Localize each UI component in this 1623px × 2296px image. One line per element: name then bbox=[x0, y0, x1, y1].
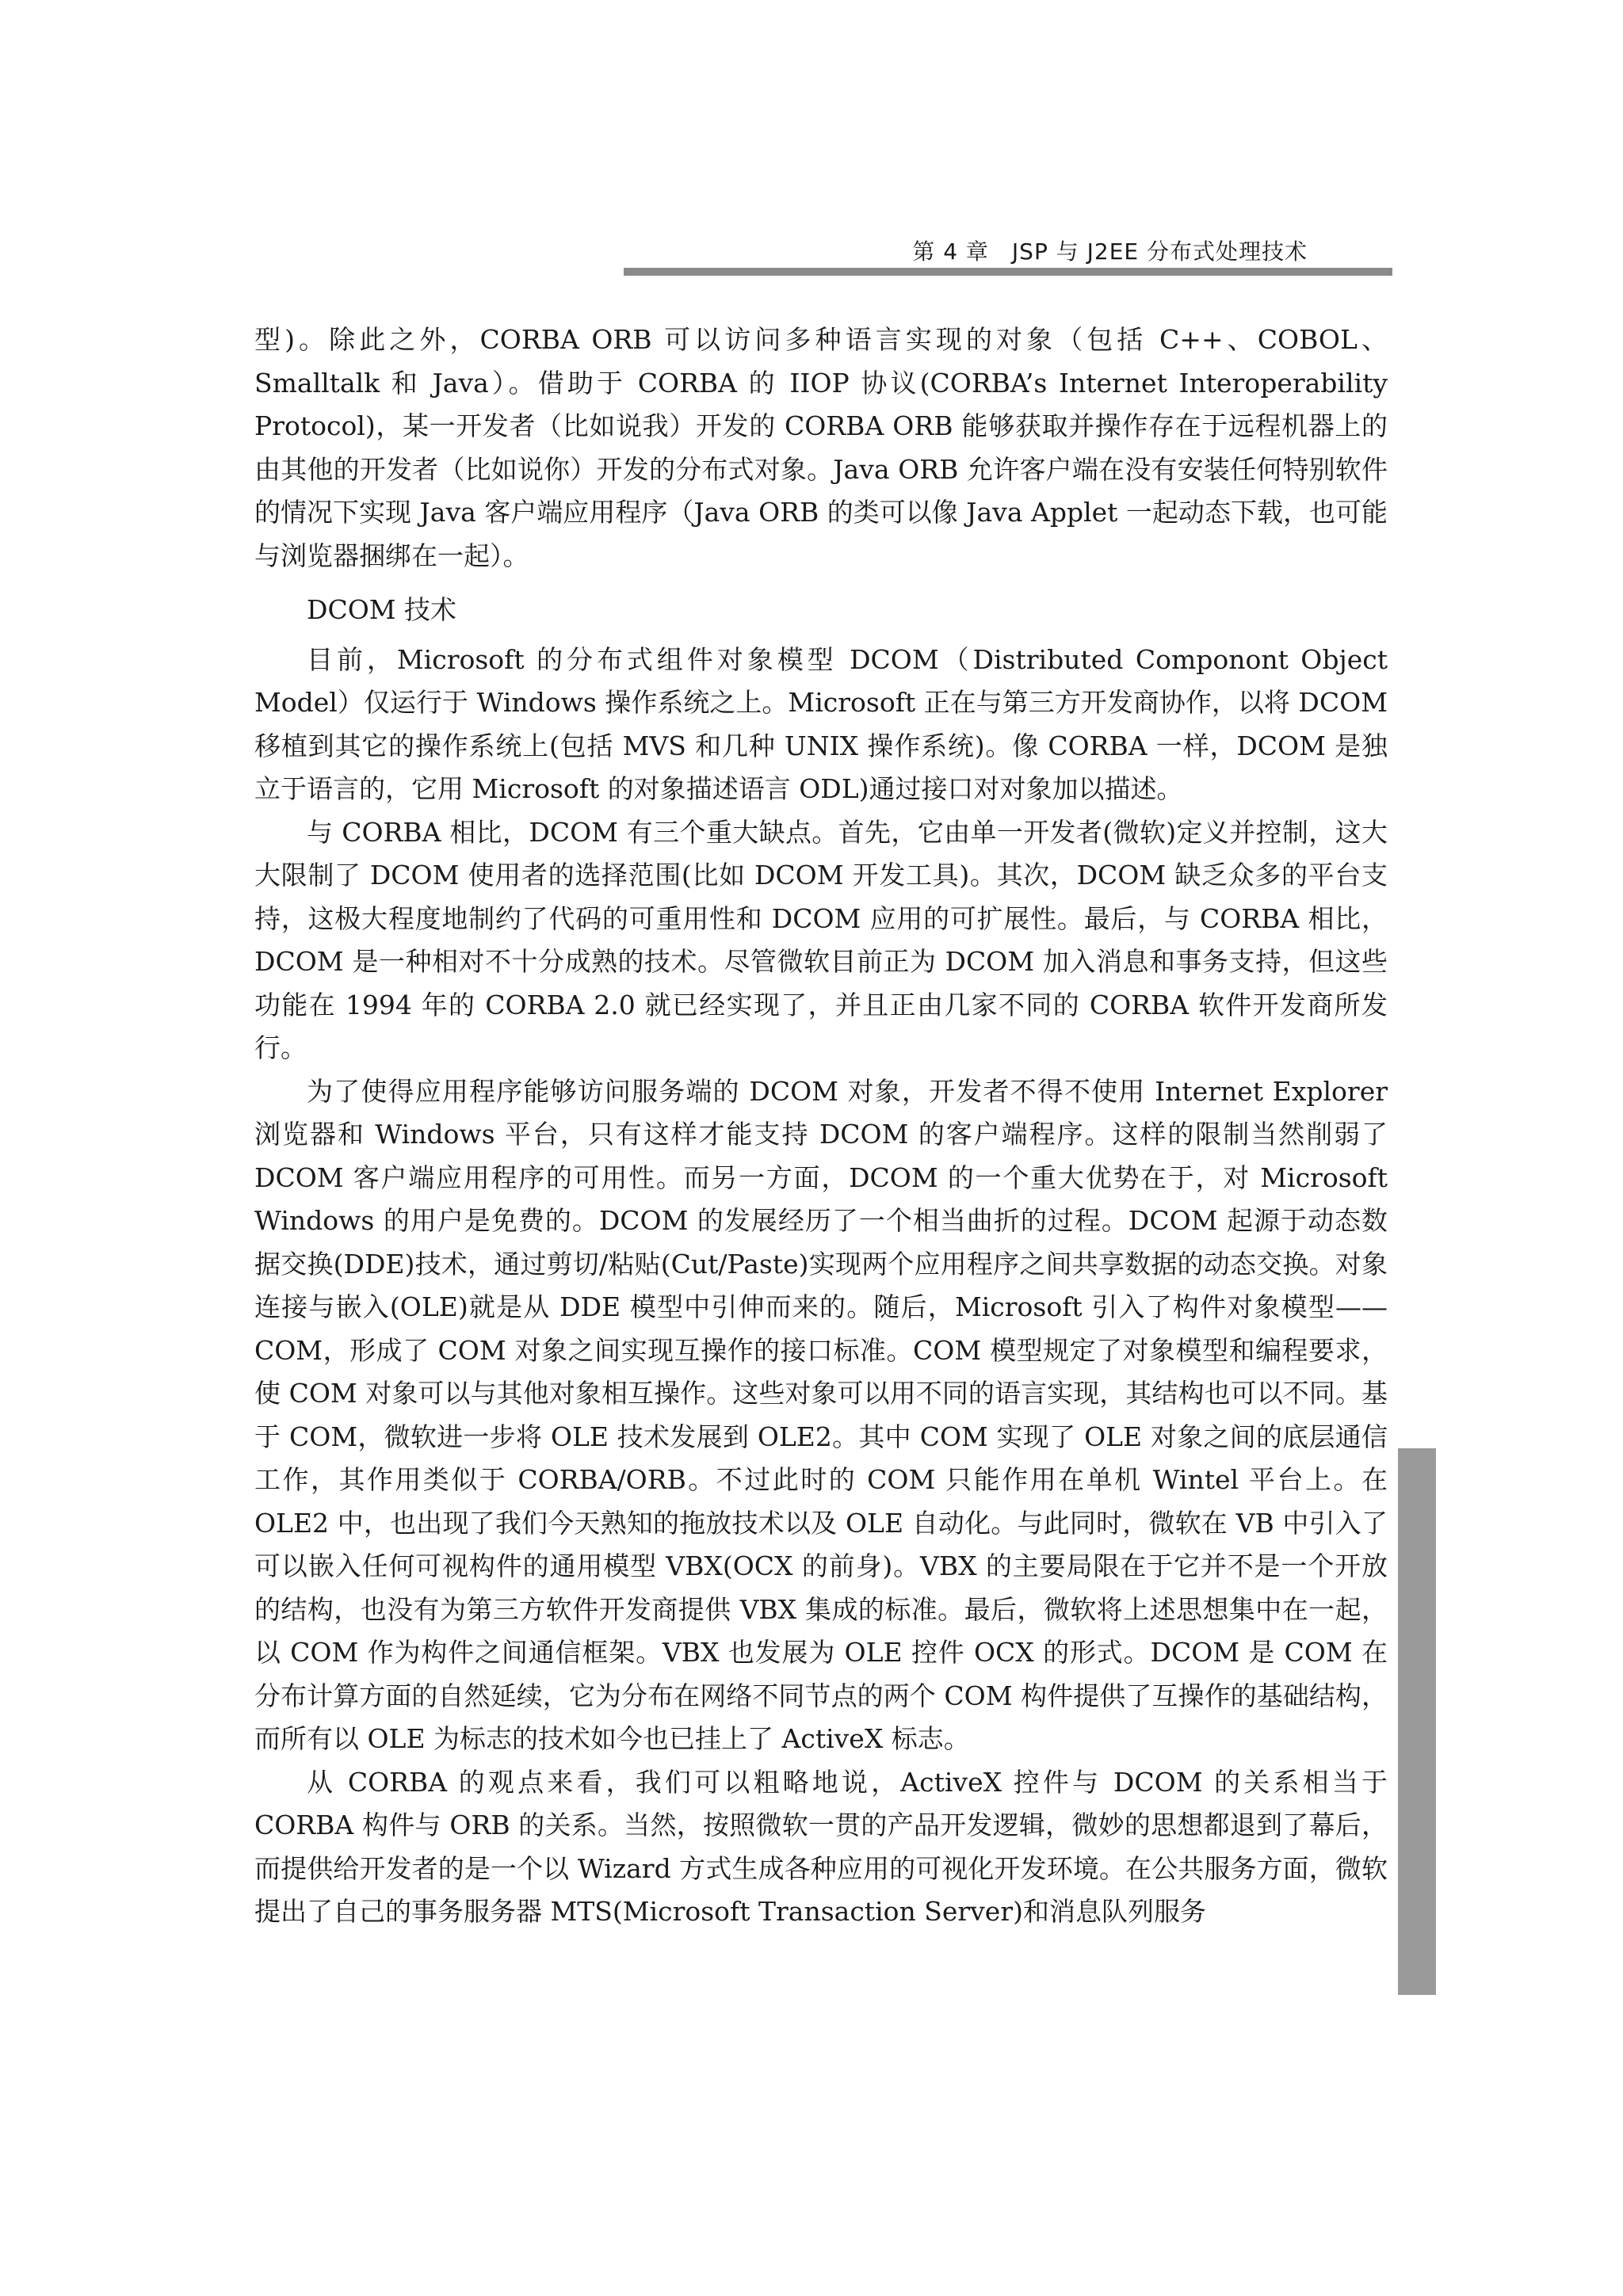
section-heading-dcom: DCOM 技术 bbox=[307, 594, 457, 625]
paragraph-corba-comparison: 从 CORBA 的观点来看，我们可以粗略地说，ActiveX 控件与 DCOM 的关系相当于 CORBA 构件与 ORB 的关系。当然，按照微软一贯的产品开发逻辑，微妙的思想都退到了幕后，而提供给开发者的是一个以 Wizard 方式生成各种应用的可视化开发环境。在公共服务方面，微软提出了自己的事务服务器 MTS(Microsoft Transaction Server)和消息队列服务 bbox=[254, 1766, 1388, 1927]
chapter-side-tab bbox=[1398, 1448, 1436, 1995]
paragraph-dcom-history: 为了使得应用程序能够访问服务端的 DCOM 对象，开发者不得不使用 Internet Explorer 浏览器和 Windows 平台，只有这样才能支持 DCOM 的客户端程序。这样的限制当然削弱了 DCOM 客户端应用程序的可用性。而另一方面，DCOM 的一个重大优势在于，对 Microsoft Windows 的用户是免费的。DCOM 的发展经历了一个相当曲折的过程。DCOM 起源于动态数据交换(DDE)技术，通过剪切/粘贴(Cut/Paste)实现两个应用程序之间共享数据的动态交换。对象连接与嵌入(OLE)就是从 DDE 模型中引伸而来的。随后，Microsoft 引入了构件对象模型——COM，形成了 COM 对象之间实现互操作的接口标准。COM 模型规定了对象模型和编程要求，使 COM 对象可以与其他对象相互操作。这些对象可以用不同的语言实现，其结构也可以不同。基于 COM，微软进一步将 OLE 技术发展到 OLE2。其中 COM 实现了 OLE 对象之间的底层通信工作，其作用类似于 CORBA/ORB。不过此时的 COM 只能作用在单机 Wintel 平台上。在 OLE2 中，也出现了我们今天熟知的拖放技术以及 OLE 自动化。与此同时，微软在 VB 中引入了可以嵌入任何可视构件的通用模型 VBX(OCX 的前身)。VBX 的主要局限在于它并不是一个开放的结构，也没有为第三方软件开发商提供 VBX 集成的标准。最后，微软将上述思想集中在一起，以 COM 作为构件之间通信框架。VBX 也发展为 OLE 控件 OCX 的形式。DCOM 是 COM 在分布计算方面的自然延续，它为分布在网络不同节点的两个 COM 构件提供了互操作的基础结构，而所有以 OLE 为标志的技术如今也已挂上了 ActiveX 标志。 bbox=[254, 1075, 1388, 1754]
paragraph-dcom-drawbacks: 与 CORBA 相比，DCOM 有三个重大缺点。首先，它由单一开发者(微软)定义并控制，这大大限制了 DCOM 使用者的选择范围(比如 DCOM 开发工具)。其次，DCOM 缺乏众多的平台支持，这极大程度地制约了代码的可重用性和 DCOM 应用的可扩展性。最后，与 CORBA 相比，DCOM 是一种相对不十分成熟的技术。尽管微软目前正为 DCOM 加入消息和事务支持，但这些功能在 1994 年的 CORBA 2.0 就已经实现了，并且正由几家不同的 CORBA 软件开发商所发行。 bbox=[254, 816, 1388, 1063]
running-header: 第 4 章 JSP 与 J2EE 分布式处理技术 bbox=[912, 238, 1308, 265]
paragraph-dcom-intro: 目前，Microsoft 的分布式组件对象模型 DCOM（Distributed Componont Object Model）仅运行于 Windows 操作系统之上。Microsoft 正在与第三方开发商协作，以将 DCOM 移植到其它的操作系统上(包括 MVS 和几种 UNIX 操作系统)。像 CORBA 一样，DCOM 是独立于语言的，它用 Microsoft 的对象描述语言 ODL)通过接口对对象加以描述。 bbox=[254, 643, 1388, 804]
page-body bbox=[254, 318, 1388, 1934]
paragraph-corba-orb: 型)。除此之外，CORBA ORB 可以访问多种语言实现的对象（包括 C++、COBOL、Smalltalk 和 Java）。借助于 CORBA 的 IIOP 协议(CORBA’s Internet Interoperability Protocol)，某一开发者（比如说我）开发的 CORBA ORB 能够获取并操作存在于远程机器上的由其他的开发者（比如说你）开发的分布式对象。Java ORB 允许客户端在没有安装任何特别软件的情况下实现 Java 客户端应用程序（Java ORB 的类可以像 Java Applet 一起动态下载，也可能与浏览器捆绑在一起）。 bbox=[254, 324, 1388, 571]
header-rule bbox=[624, 268, 1392, 276]
